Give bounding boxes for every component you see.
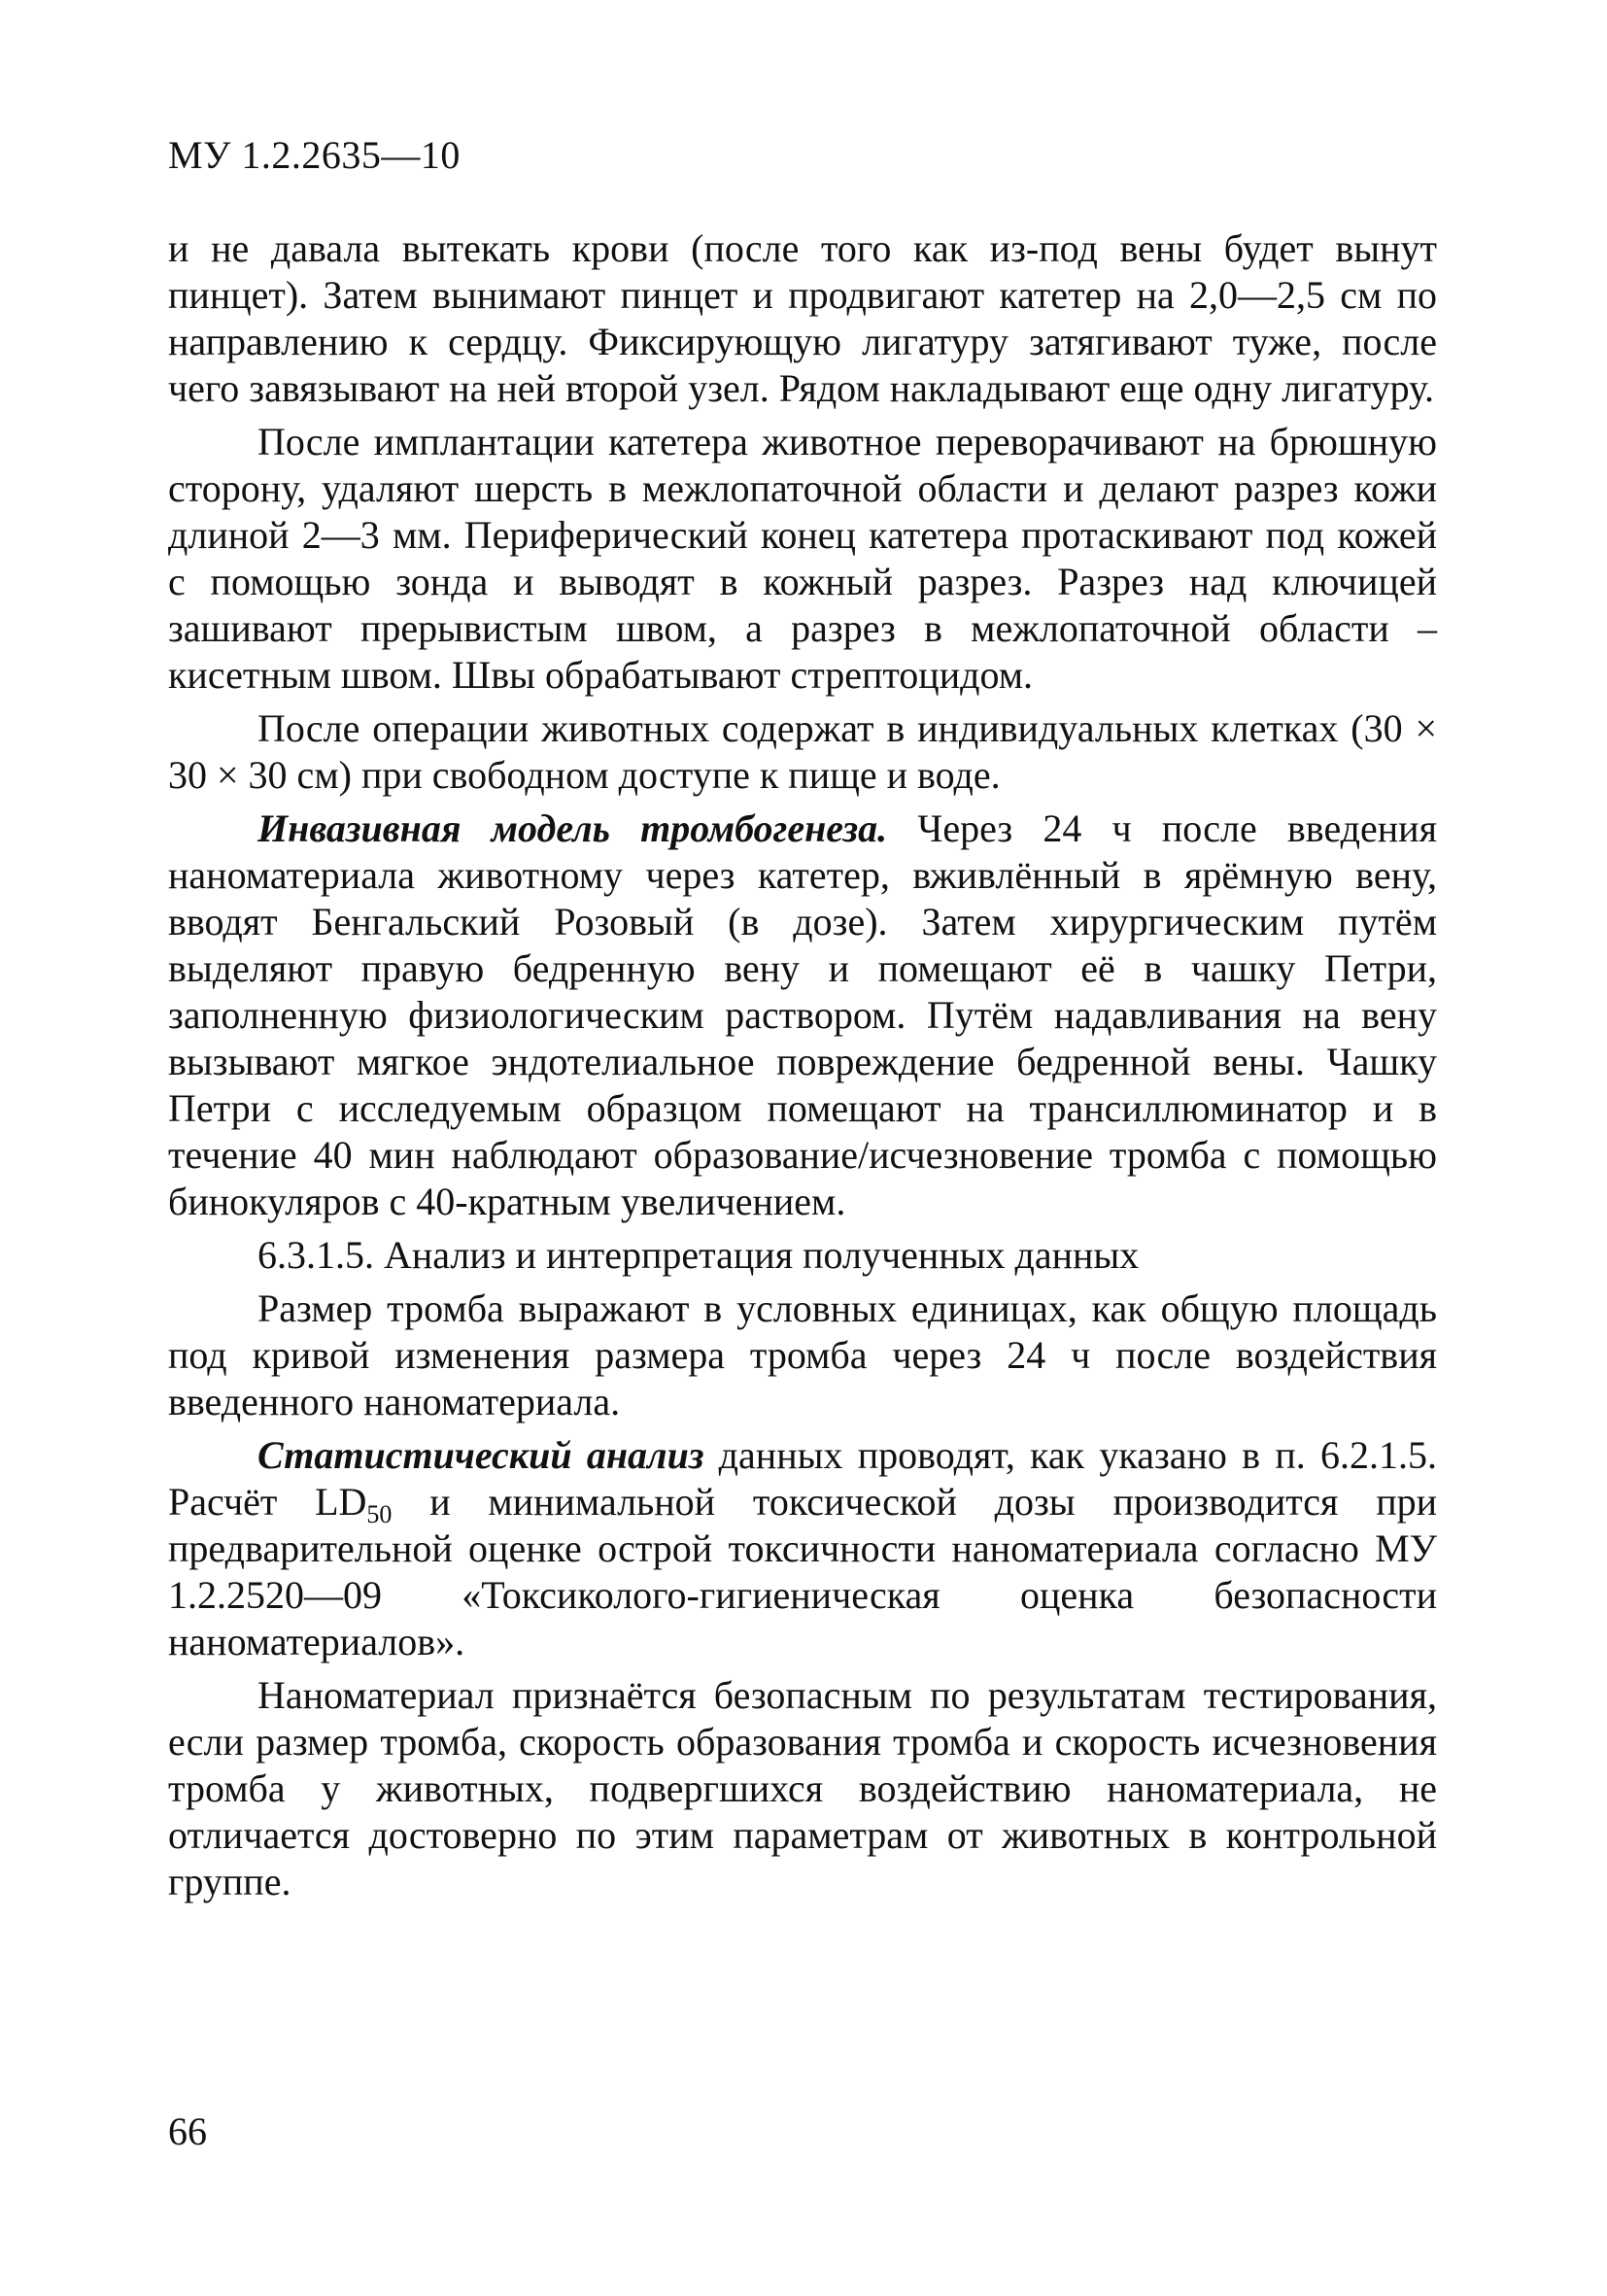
- paragraph-statistical-analysis: [168, 1432, 1437, 1665]
- document-body: [168, 225, 1437, 1912]
- paragraph-catheter-implantation: После имплантации катетера животное переворачивают на брюшную сторону, удаляют шерсть в межлопаточной области и делают разрез кожи длиной 2—3 мм. Периферический конец катетера протаскивают под кожей с помощью зонда и выводят в кожный разрез. Разрез над ключицей зашивают прерывистым швом, а разрез в межлопаточной области – кисетным швом. Швы обрабатывают стрептоцидом.: [168, 420, 1437, 697]
- document-code: МУ 1.2.2635—10: [168, 133, 461, 177]
- paragraph-body-text: данных проводят, как указано в п. 6.2.1.5. Расчёт LD: [168, 1433, 1437, 1524]
- subscript: 50: [366, 1500, 393, 1528]
- paragraph-thrombus-size: Размер тромба выражают в условных единицах, как общую площадь под кривой изменения размера тромба через 24 ч после воздействия введенного наноматериала.: [168, 1286, 1437, 1423]
- document-header: [168, 132, 461, 179]
- paragraph-body-text: Через 24 ч после введения наноматериала животному через катетер, вживлённый в ярёмную вену, вводят Бенгальский Розовый (в дозе). Затем хирургическим путём выделяют правую бедренную вену и помещают её в чашку Петри, заполненную физиологическим раствором. Путём надавливания на вену вызывают мягкое эндотелиальное повреждение бедренной вены. Чашку Петри с исследуемым образцом помещают на трансиллюминатор и в течение 40 мин наблюдают образование/исчезновение тромба с помощью бинокуляров с 40-кратным увеличением.: [168, 806, 1437, 1223]
- page-footer: [168, 2108, 207, 2155]
- paragraph-body-text: и минимальной токсической дозы производится при предварительной оценке острой токсичности наноматериала согласно МУ 1.2.2520—09 «Токсиколого-гигиеническая оценка безопасности наноматериалов».: [168, 1480, 1438, 1663]
- page-number: 66: [168, 2109, 207, 2153]
- paragraph-conclusion: Наноматериал признаётся безопасным по результатам тестирования, если размер тромба, скорость образования тромба и скорость исчезновения тромба у животных, подвергшихся воздействию наноматериала, не отличается достоверно по этим параметрам от животных в контрольной группе.: [168, 1673, 1437, 1903]
- paragraph-continuation: и не давала вытекать крови (после того как из-под вены будет вынут пинцет). Затем вынимают пинцет и продвигают катетер на 2,0—2,5 см по направлению к сердцу. Фиксирующую лигатуру затягивают туже, после чего завязывают на ней второй узел. Рядом накладывают еще одну лигатуру.: [168, 226, 1437, 410]
- section-heading: 6.3.1.5. Анализ и интерпретация полученных данных: [257, 1233, 1140, 1277]
- paragraph-invasive-model: [168, 805, 1437, 1225]
- paragraph-lead-heading: Инвазивная модель тромбогенеза.: [257, 806, 888, 850]
- paragraph-lead-heading: Статистический анализ: [257, 1433, 704, 1477]
- paragraph-housing: После операции животных содержат в индивидуальных клетках (30 × 30 × 30 см) при свободном доступе к пище и воде.: [168, 706, 1437, 797]
